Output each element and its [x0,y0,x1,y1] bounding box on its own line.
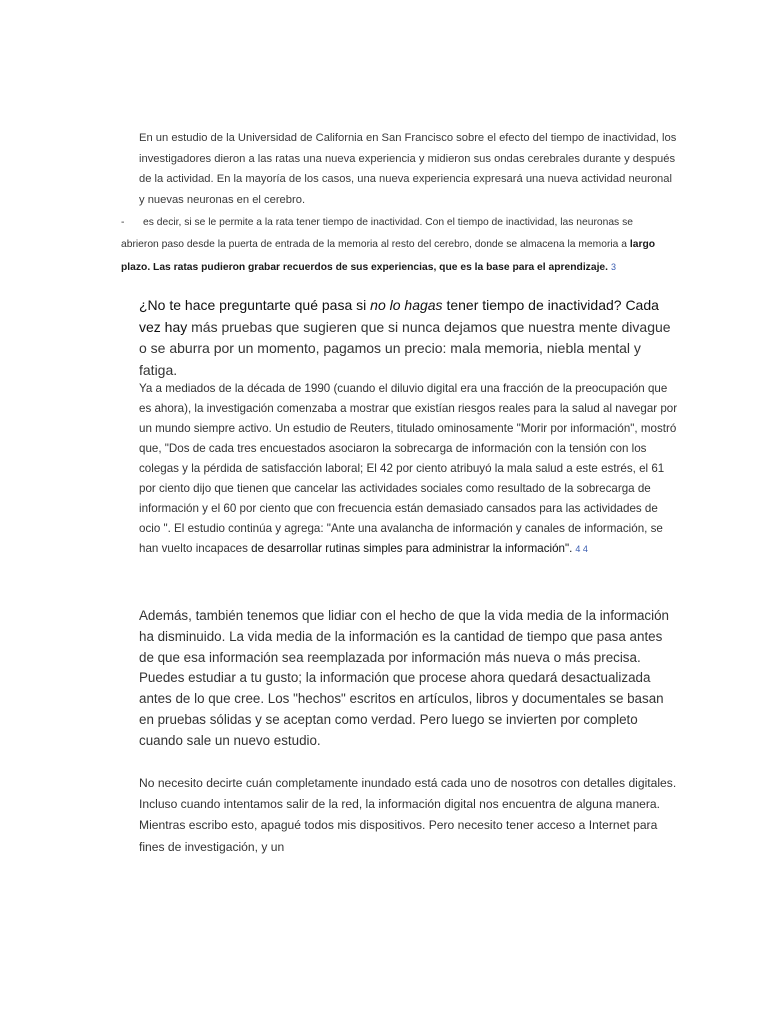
paragraph-half-life [121,606,679,752]
paragraph-text: tener tiempo de inactividad? Cada vez hay [139,297,659,335]
paragraph-downtime [121,212,661,279]
dark-text: de desarrollar rutinas simples para administrar la información". [251,542,573,555]
paragraph-text: Además, también tenemos que lidiar con el hecho de que la vida media de la información ha disminuido. La vida media de la información es la cantidad de tiempo que pasa antes de que esa información sea reemplazada por información más nueva o más precisa. Puedes estudiar a tu gusto; la información que procese ahora quedará desactualizada antes de lo que cree. Los "hechos" escritos en artículos, libros y documentales se basan en pruebas sólidas y se aceptan como verdad. Pero luego se invierten por completo cuando sale un nuevo estudio. [139,608,669,748]
italic-text: no lo hagas [370,297,443,313]
paragraph-digital-flood [121,773,679,858]
paragraph-reuters-study [121,379,679,559]
bold-text: largo plazo. Las ratas pudieron grabar recuerdos de sus experiencias, que es la base para el aprendizaje. [121,239,656,273]
paragraph-text: En un estudio de la Universidad de California en San Francisco sobre el efecto del tiempo de inactividad, los investigadores dieron a las ratas una nueva experiencia y midieron sus ondas cerebrales durante y después de la actividad. En la mayoría de los casos, una nueva experiencia expresará una nueva actividad neuronal y nuevas neuronas en el cerebro. [139,132,677,206]
paragraph-text: No necesito decirte cuán completamente inundado está cada uno de nosotros con detalles digitales. Incluso cuando intentamos salir de la red, la información digital nos encuentra de alguna manera. Mientras escribo esto, apagué todos mis dispositivos. Pero necesito tener acceso a Internet para fines de investigación, y un [139,776,677,854]
paragraph-text: más pruebas que sugieren que si nunca dejamos que nuestra mente divague o se aburra por un momento, pagamos un precio: mala memoria, niebla mental y fatiga. [139,318,671,378]
paragraph-text: es decir, si se le permite a la rata tener tiempo de inactividad. Con el tiempo de inactividad, las neuronas se abrieron paso desde la puerta de entrada de la memoria al resto del cerebro, donde se almacena la memoria a [121,217,633,250]
footnote-ref-link[interactable]: 3 [611,262,617,272]
paragraph-study-intro [121,128,679,210]
footnote-ref-link[interactable]: 4 4 [575,544,588,554]
paragraph-text: ¿No te hace preguntarte qué pasa si [139,297,371,313]
paragraph-question [121,295,679,381]
paragraph-text: Ya a mediados de la década de 1990 (cuando el diluvio digital era una fracción de la preocupación que es ahora), la investigación comenzaba a mostrar que existían riesgos reales para la salud al navegar por un mundo siempre activo. Un estudio de Reuters, titulado ominosamente "Morir por información", mostró que, "Dos de cada tres encuestados asociaron la sobrecarga de información con la tensión con los colegas y la pérdida de satisfacción laboral; El 42 por ciento atribuyó la mala salud a este estrés, el 61 por ciento dijo que tienen que cancelar las actividades sociales como resultado de la sobrecarga de información y el 60 por ciento que con frecuencia están demasiado cansados para las actividades de ocio ". El estudio continúa y agrega: "Ante una avalancha de información y canales de información, se han vuelto incapaces [139,382,678,555]
list-dash: - [121,217,125,228]
